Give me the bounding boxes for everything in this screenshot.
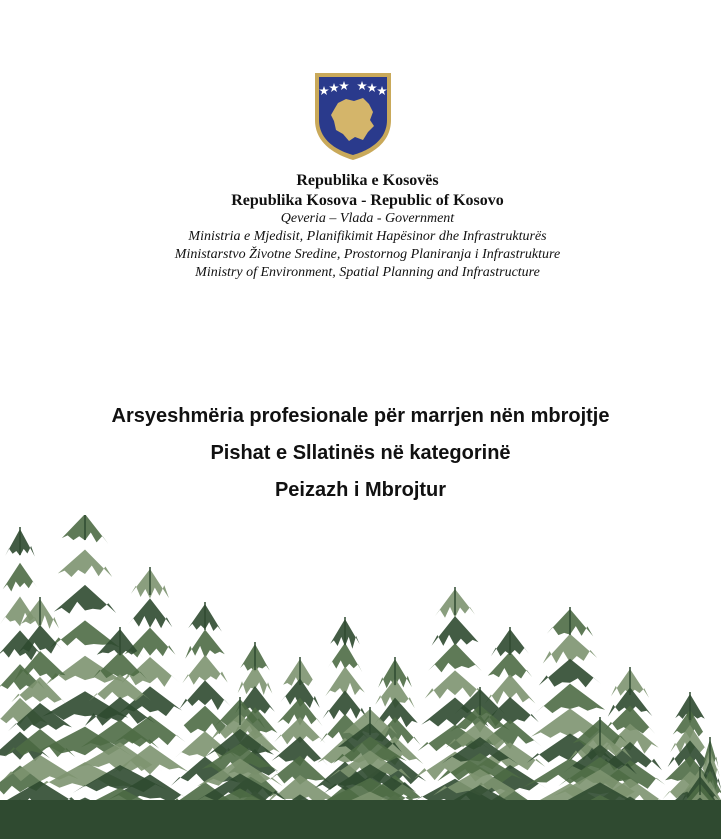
ministry-name-serbian: Ministarstvo Životne Sredine, Prostornog Planiranja i Infrastrukture [174, 247, 561, 262]
ministry-name-albanian: Ministria e Mjedisit, Planifikimit Hapësinor dhe Infrastrukturës [188, 229, 547, 244]
forest-floor [0, 800, 721, 839]
title-line-1: Arsyeshmëria profesionale për marrjen nën mbrojtje [111, 405, 610, 427]
government-label: Qeveria – Vlada - Government [280, 211, 455, 226]
ministry-name-english: Ministry of Environment, Spatial Planning and Infrastructure [195, 265, 540, 280]
title-line-2: Pishat e Sllatinës në kategorinë [210, 442, 511, 464]
country-name-albanian: Republika e Kosovës [296, 172, 439, 189]
pine-forest-image [0, 515, 721, 839]
country-name-serbian-english: Republika Kosova - Republic of Kosovo [231, 192, 504, 209]
title-line-3: Peizazh i Mbrojtur [274, 479, 447, 501]
government-header [0, 171, 721, 282]
pine-tree [0, 527, 55, 829]
document-title [0, 398, 721, 509]
kosovo-coat-of-arms-icon [311, 70, 395, 162]
